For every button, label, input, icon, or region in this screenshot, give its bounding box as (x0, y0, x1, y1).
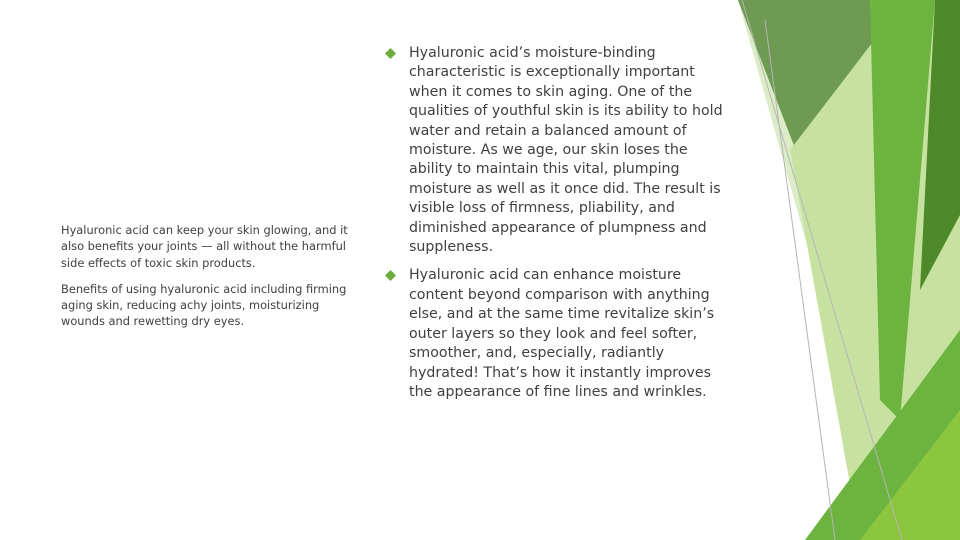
left-paragraph-2: Benefits of using hyaluronic acid including firming aging skin, reducing achy joints, moisturizing wounds and rewetting dry eyes. (61, 281, 347, 329)
bullet-item (385, 44, 730, 257)
bullet-item (385, 266, 730, 402)
diamond-bullet-icon (385, 270, 396, 281)
bullet-text: Hyaluronic acid’s moisture-binding characteristic is exceptionally important when it comes to skin aging. One of the qualities of youthful skin is its ability to hold water and retain a balanced amount of moisture. As we age, our skin loses the ability to maintain this vital, plumping moisture as well as it once did. The result is visible loss of firmness, pliability, and diminished appearance of plumpness and suppleness. (409, 45, 723, 256)
bullet-text: Hyaluronic acid can enhance moisture content beyond comparison with anything else, and at the same time revitalize skin’s outer layers so they look and feel softer, smoother, and, especially, radiantly hydrated! That’s how it instantly improves the appearance of fine lines and wrinkles. (409, 267, 715, 400)
left-text-block (61, 222, 353, 330)
bullet-list (385, 44, 730, 402)
diamond-bullet-icon (385, 48, 396, 59)
left-paragraph-1: Hyaluronic acid can keep your skin glowing, and it also benefits your joints — all without the harmful side effects of toxic skin products. (61, 223, 348, 270)
